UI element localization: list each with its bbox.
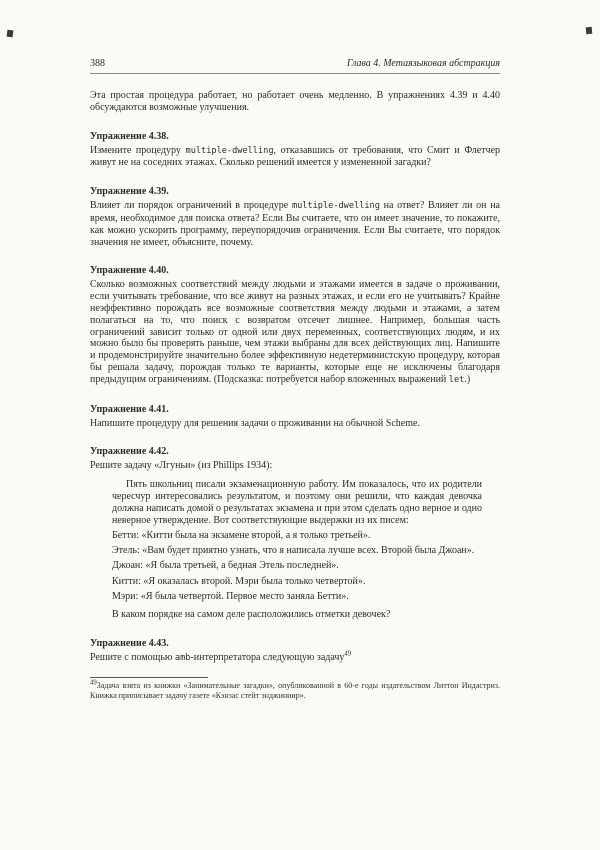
text-segment: Решите с помощью xyxy=(90,651,175,663)
exercise-heading: Упражнение 4.38. xyxy=(90,130,169,142)
text-segment: -интерпретатора следующую задачу xyxy=(190,651,345,663)
footnote-marker: 49 xyxy=(90,679,97,687)
footnote-reference: 49 xyxy=(344,650,352,658)
exercise-body: Напишите процедуру для решения задачи о проживании на обычной Scheme. xyxy=(90,417,420,429)
exercise-4-41 xyxy=(90,404,500,430)
inline-code: amb xyxy=(174,652,191,663)
exercise-heading: Упражнение 4.41. xyxy=(90,403,169,415)
inline-code: multiple-dwelling xyxy=(291,201,380,212)
quote-question: В каком порядке на самом деле расположились отметки девочек? xyxy=(112,608,391,620)
exercise-heading: Упражнение 4.43. xyxy=(90,637,169,649)
text-segment: .) xyxy=(464,373,471,385)
exercise-4-39 xyxy=(90,186,500,248)
inline-code: let xyxy=(448,374,465,385)
exercise-body xyxy=(90,652,500,665)
header-rule xyxy=(90,73,500,74)
footnote xyxy=(90,681,500,700)
exercise-4-43 xyxy=(90,638,500,665)
footnote-rule xyxy=(90,677,208,678)
scan-artifact-left xyxy=(7,30,14,38)
exercise-body xyxy=(90,200,500,248)
text-segment: Сколько возможных соответствий между людьми и этажами имеется в задаче о проживании, если учитывать требование, что все живут на разных этажах, и если его не учитывать? Крайне неэффективно порождать все возможные соответствия между людьми и этажами, а затем полагаться на то, что поиск с возвратом отсечет лишнее. Например, большая часть ограничений зависит только от одной или двух переменных, соответствующих людям, и их можно было бы проверять раньше, чем этажи выбраны для всех действующих лиц. Напишите и продемонстрируйте значительно более эффективную недетерминистскую процедуру, которая бы решала задачу, порождая только те варианты, которые еще не исключены благодаря предыдущим ограничениям. (Подсказка: потребуется набор вложенных выражений xyxy=(90,279,500,385)
exercise-4-38 xyxy=(90,131,500,170)
statement-joan: Джоан: «Я была третьей, а бедная Этель последней». xyxy=(112,560,339,572)
exercise-body: Решите задачу «Лгуньи» (из Phillips 1934): xyxy=(90,460,273,472)
inline-code: multiple-dwelling xyxy=(185,145,274,156)
statement-mary: Мэри: «Я была четвертой. Первое место заняла Бетти». xyxy=(112,591,349,603)
exercise-heading: Упражнение 4.42. xyxy=(90,446,169,458)
exercise-heading: Упражнение 4.40. xyxy=(90,265,169,277)
text-segment: Влияет ли порядок ограничений в процедуре xyxy=(90,200,292,212)
exercise-4-40 xyxy=(90,265,500,386)
exercise-4-42 xyxy=(90,446,500,620)
exercise-body xyxy=(90,279,500,386)
text-segment: , отказавшись от требования, что Смит и Флетчер живут не на соседних этажах. Сколько решений имеется у измененной загадки? xyxy=(90,144,501,169)
footnote-text: Задача взята из книжки «Занимательные загадки», опубликованной в 60-е годы издательством Литтон Индастриз. Книжка приписывает задачу газете «Кэнзас стейт энджиниир». xyxy=(90,681,500,700)
statement-betty: Бетти: «Китти была на экзамене второй, а я только третьей». xyxy=(112,529,371,541)
statement-ethel: Этель: «Вам будет приятно узнать, что я написала лучше всех. Второй была Джоан». xyxy=(112,545,475,557)
quote-intro: Пять школьниц писали экзаменационную работу. Им показалось, что их родители чересчур интересовались результатом, и поэтому они решили, что каждая девочка должна написать домой о результатах экзамена и при этом сделать одно верное и одно неверное утверждение. Вот соответствующие выдержки из их писем: xyxy=(112,479,482,526)
chapter-title: Глава 4. Метаязыковая абстракция xyxy=(346,58,500,69)
text-segment: на ответ? Влияет ли он на время, необходимое для поиска ответа? Если Вы считаете, что он имеет значение, то покажите, как можно ускорить программу, переупорядочив ограничения. Если Вы считаете, что порядок значения не имеет, объясните, почему. xyxy=(90,200,500,248)
text-segment: Измените процедуру xyxy=(90,144,186,156)
running-head xyxy=(90,58,500,70)
exercise-heading: Упражнение 4.39. xyxy=(90,186,169,198)
scan-artifact-right xyxy=(586,27,593,35)
exercise-body xyxy=(90,145,500,170)
quoted-puzzle xyxy=(112,479,482,620)
statement-kitty: Китти: «Я оказалась второй. Мэри была только четвертой». xyxy=(112,575,366,587)
page-number: 388 xyxy=(90,58,105,69)
intro-paragraph: Эта простая процедура работает, но работает очень медленно. В упражнениях 4.39 и 4.40 обсуждаются возможные улучшения. xyxy=(90,90,500,113)
